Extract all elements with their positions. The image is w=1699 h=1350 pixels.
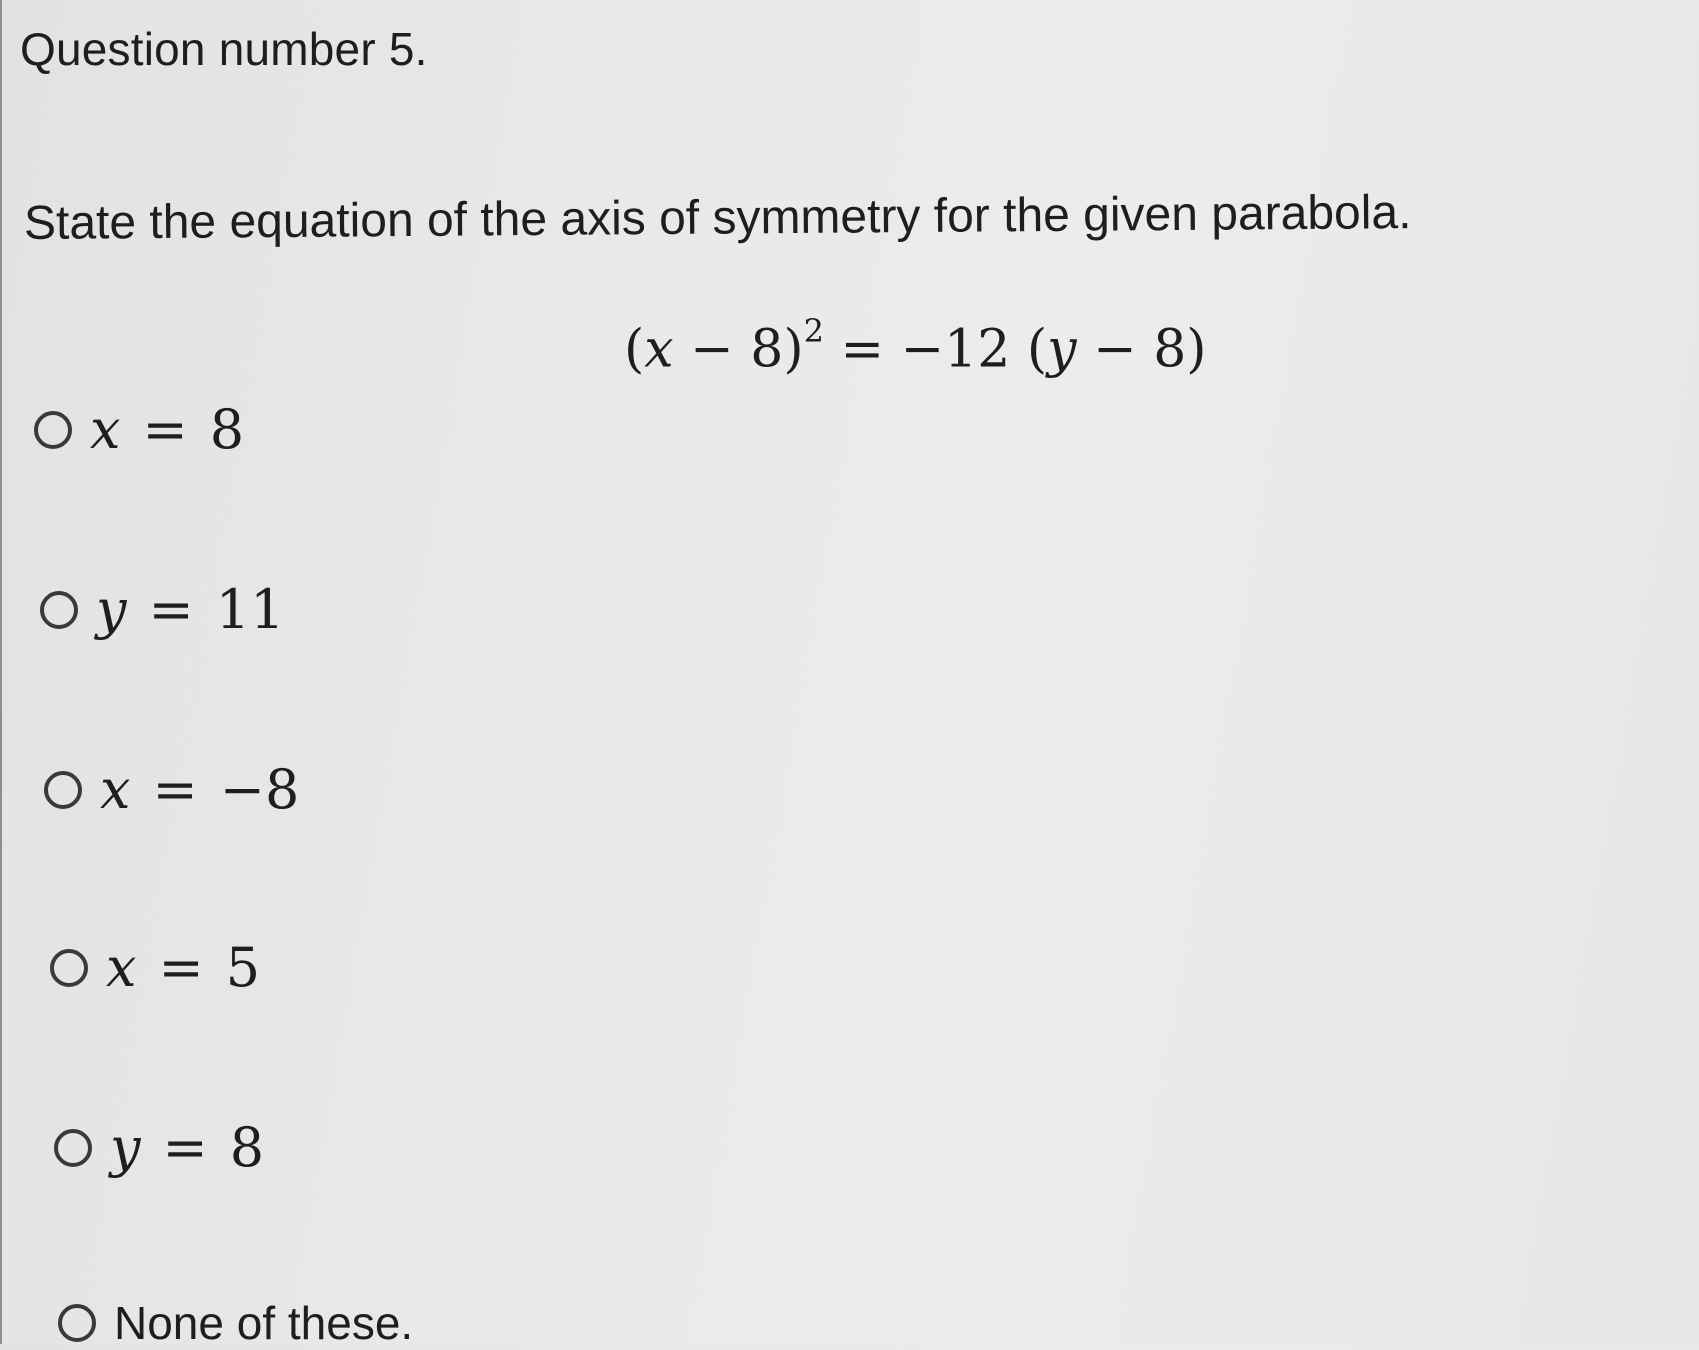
equation-lhs-rest: − 8): [673, 319, 804, 380]
choice-variable: y: [96, 578, 127, 641]
radio-button-icon[interactable]: [40, 591, 78, 629]
choice-operator: =: [162, 1116, 208, 1179]
equation-exponent: 2: [803, 312, 824, 350]
choice-value: −8: [219, 758, 300, 821]
equation-y-variable: y: [1047, 319, 1077, 380]
equation-rhs-rest: − 8): [1076, 319, 1207, 380]
choice-operator: =: [152, 758, 198, 821]
answer-choice-1[interactable]: [34, 398, 244, 461]
choice-variable: x: [106, 936, 137, 999]
answer-choice-4[interactable]: [50, 936, 260, 999]
radio-button-icon[interactable]: [50, 949, 88, 987]
answer-choice-3[interactable]: [44, 758, 299, 821]
answer-choice-none[interactable]: [58, 1296, 413, 1350]
choice-label: [110, 1116, 264, 1179]
parabola-equation: [624, 312, 1207, 380]
question-prompt: State the equation of the axis of symmetry for the given parabola.: [23, 186, 1412, 250]
answer-choice-2[interactable]: [40, 578, 284, 641]
question-number: Question number 5.: [20, 23, 428, 75]
choice-label: [100, 758, 299, 821]
choice-value: 8: [229, 1116, 265, 1179]
choice-value: 5: [225, 936, 261, 999]
choice-variable: x: [100, 758, 131, 821]
choice-label: None of these.: [114, 1297, 414, 1349]
choice-label: [90, 398, 244, 461]
choice-label: [106, 936, 260, 999]
answer-choice-5[interactable]: [54, 1116, 264, 1179]
radio-button-icon[interactable]: [34, 411, 72, 449]
choice-operator: =: [142, 398, 188, 461]
choice-operator: =: [158, 936, 204, 999]
choice-value: 11: [215, 578, 285, 641]
choice-variable: y: [110, 1116, 141, 1179]
equation-open-paren: (: [624, 319, 645, 380]
choice-value: 8: [209, 398, 245, 461]
left-edge-shadow: [0, 0, 2, 1344]
choice-label: [96, 578, 284, 641]
radio-button-icon[interactable]: [44, 771, 82, 809]
equation-rhs-coefficient: = −12 (: [823, 319, 1048, 380]
choice-operator: =: [148, 578, 194, 641]
radio-button-icon[interactable]: [54, 1129, 92, 1167]
equation-x-variable: x: [644, 319, 674, 380]
radio-button-icon[interactable]: [58, 1304, 96, 1342]
choice-variable: x: [90, 398, 121, 461]
